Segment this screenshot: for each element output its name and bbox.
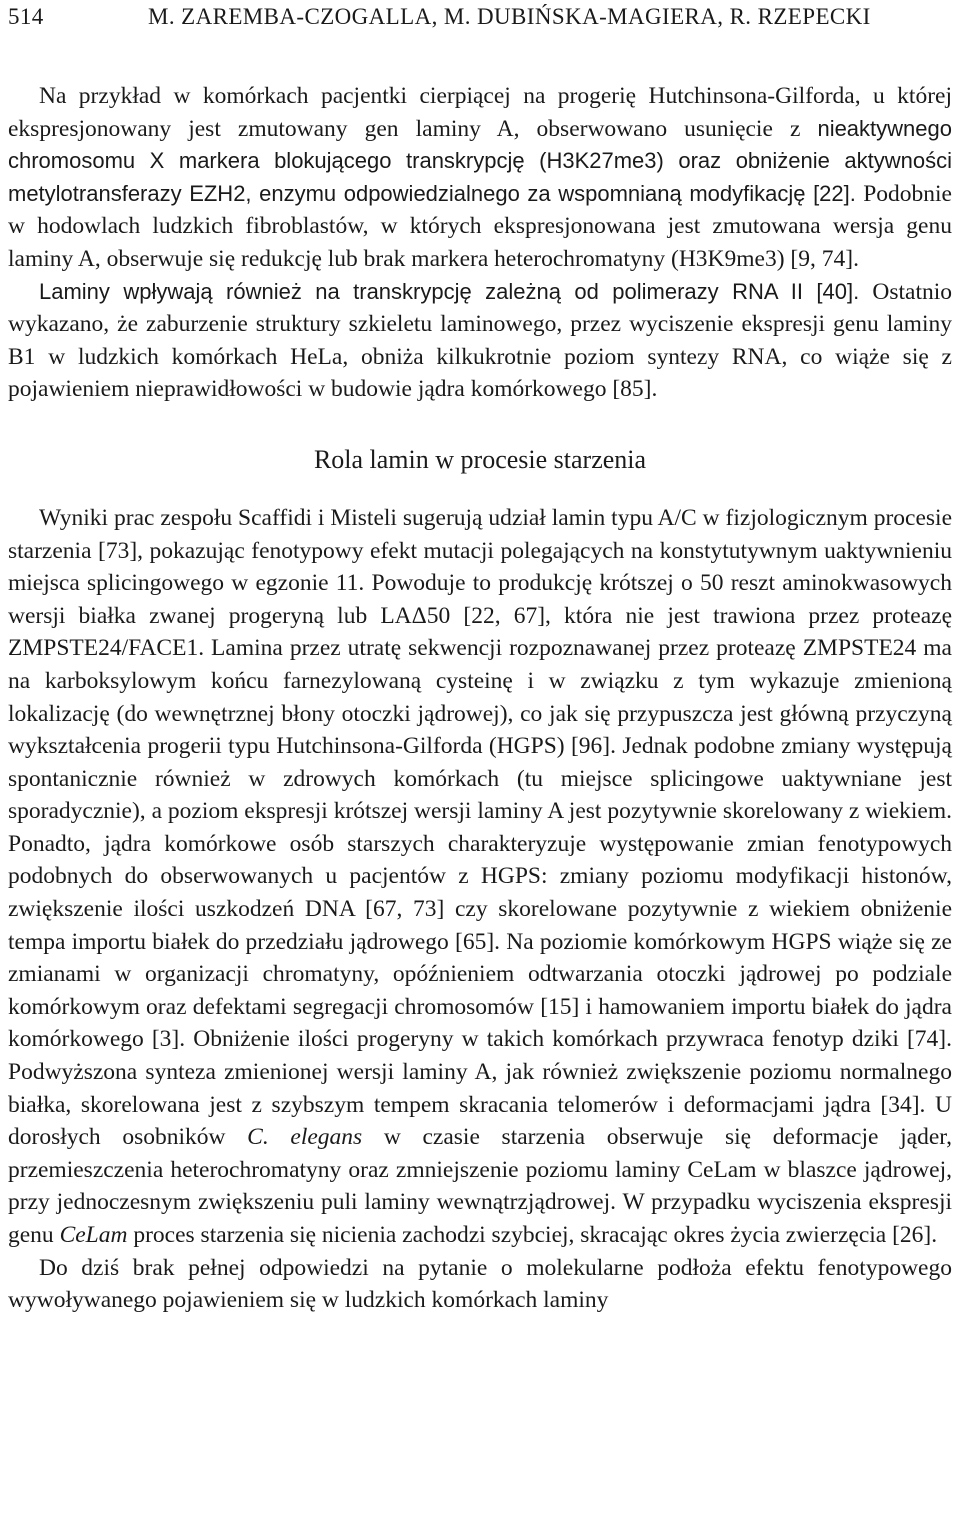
paragraph-intro-1	[8, 80, 952, 276]
document-page	[8, 0, 952, 1317]
paragraph-text-serif: Podobnie w hodowlach ludzkich fibroblastów, w których ekspresjonowana jest zmutowana wersja genu laminy A, obserwuje się redukcję lub brak markera heterochromatyny (H3K9me3) [9, 74].	[8, 180, 952, 272]
paragraph-text: Wyniki prac zespołu Scaffidi i Misteli sugerują udział lamin typu A/C w fizjologicznym procesie starzenia [73], pokazując fenotypowy efekt mutacji polegających na konstytutywnym uaktywnieniu miejsca splicingowego w egzonie 11. Powoduje to produkcję krótszej o 50 reszt aminokwasowych wersji białka zwanej progeryną lub LAΔ50 [22, 67], która nie jest trawiona przez proteazę ZMPSTE24/FACE1. Lamina przez utratę sekwencji rozpoznawanej przez proteazę ZMPSTE24 ma na karboksylowym końcu farnezylowaną cysteinę i w związku z tym wykazuje zmienioną lokalizację (do wewnętrznej błony otoczki jądrowej), co jak się przypuszcza jest główną przyczyną wykształcenia progerii typu Hutchinsona-Gilforda (HGPS) [96]. Jednak podobne zmiany występują spontanicznie również w zdrowych komórkach (tu miejsce splicingowe uaktywniane jest sporadycznie), a poziom ekspresji krótszej wersji laminy A jest pozytywnie skorelowany z wiekiem. Ponadto, jądra komórkowe osób starszych charakteryzuje występowanie zmian fenotypowych podobnych do obserwowanych u pacjentów z HGPS: zmiany poziomu modyfikacji histonów, zwiększenie ilości uszkodzeń DNA [67, 73] czy skorelowane pozytywnie z wiekiem obniżenie tempa importu białek do przedziału jądrowego [65]. Na poziomie komórkowym HGPS wiąże się ze zmianami w organizacji chromatyny, opóźnieniem odtwarzania otoczki jądrowej po podziale komórkowym oraz defektami segregacji chromosomów [15] i hamowaniem importu białek do jądra komórkowego [3]. Obniżenie ilości progeryny w takich komórkach przywraca fenotyp dziki [74]. Podwyższona synteza zmienionej wersji laminy A, jak również zwiększenie poziomu normalnego białka, skorelowana jest z szybszym tempem skracania telomerów i deformacjami jądra [34]. U dorosłych osobników	[8, 504, 952, 1151]
author-line: M. ZAREMBA-CZOGALLA, M. DUBIŃSKA-MAGIERA, R. RZEPECKI	[148, 4, 871, 29]
gene-name-italic: CeLam	[59, 1222, 128, 1248]
paragraph-intro-2	[8, 276, 952, 406]
paragraph-text-sans: nieaktywnego chromosomu X markera blokującego transkrypcję (H3K27me3) oraz obniżenie aktywności metylotransferazy EZH2, enzymu odpowiedzialnego za wspomnianą modyfikację [22].	[8, 115, 952, 206]
paragraph-text-serif: Na przykład w komórkach pacjentki cierpiącej na progerię Hutchinsona-Gilforda, u której ekspresjonowany jest zmutowany gen laminy A, obserwowano usunięcie z	[8, 83, 952, 142]
running-header	[8, 0, 952, 34]
paragraph-text-sans: Laminy wpływają również na transkrypcję zależną od polimerazy RNA II [40].	[39, 278, 860, 304]
paragraph-text: w czasie starzenia obserwuje się deformacje jąder, przemieszczenia heterochromatyny oraz zmniejszenie poziomu laminy CeLam w blaszce jądrowej, przy jednoczesnym zwiększeniu puli laminy wewnątrzjądrowej. W przypadku wyciszenia ekspresji genu	[8, 1124, 953, 1248]
section-heading: Rola lamin w procesie starzenia	[313, 444, 647, 474]
paragraph-section-2: Do dziś brak pełnej odpowiedzi na pytanie o molekularne podłoża efektu fenotypowego wywoływanego pojawieniem się w ludzkich komórkach laminy	[8, 1254, 952, 1314]
paragraph-text: proces starzenia się nicienia zachodzi szybciej, skracając okres życia zwierzęcia [26].	[127, 1222, 938, 1248]
paragraph-section-1	[8, 502, 952, 1252]
species-name-italic: C. elegans	[247, 1124, 363, 1151]
paragraph-text-serif: Ostatnio wykazano, że zaburzenie struktury szkieletu laminowego, przez wyciszenie ekspresji genu laminy B1 w ludzkich komórkach HeLa, obniża kilkukrotnie poziom syntezy RNA, co wiąże się z pojawieniem nieprawidłowości w budowie jądra komórkowego [85].	[8, 278, 953, 403]
page-number: 514	[8, 4, 44, 29]
